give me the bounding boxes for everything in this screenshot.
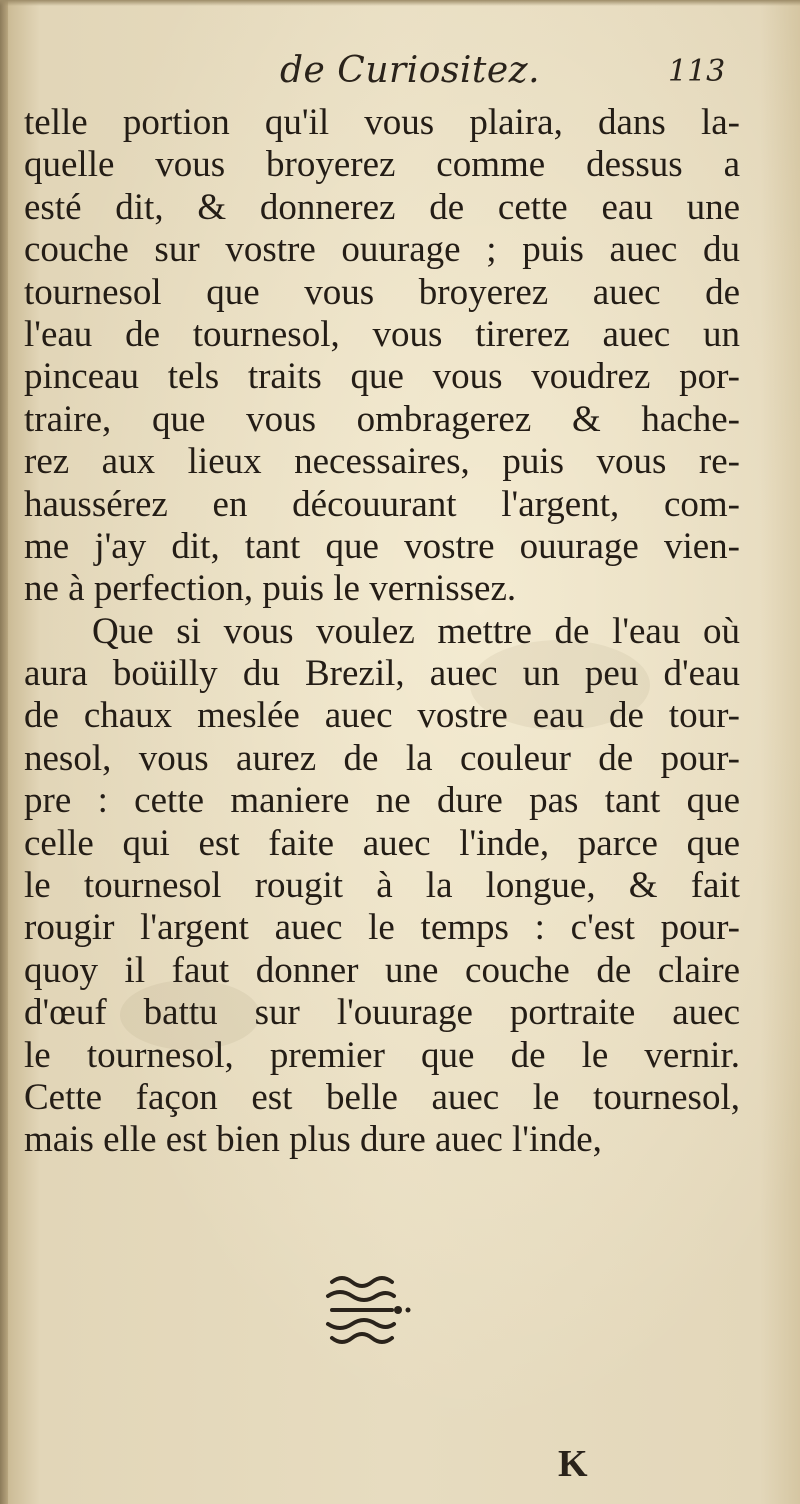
text-line: couche sur vostre ouurage ; puis auec du <box>24 229 740 271</box>
text-line: mais elle est bien plus dure auec l'inde, <box>24 1119 602 1161</box>
text-line: d'œuf battu sur l'ouurage portraite auec <box>24 992 740 1034</box>
text-line: rez aux lieux necessaires, puis vous re- <box>24 441 740 483</box>
fleuron-ornament-icon <box>318 1270 418 1350</box>
text-line: esté dit, & donnerez de cette eau une <box>24 186 740 228</box>
page-number: 113 <box>668 54 726 89</box>
body-text <box>24 102 740 1162</box>
text-line: nesol, vous aurez de la couleur de pour- <box>24 737 740 779</box>
text-line: l'eau de tournesol, vous tirerez auec un <box>24 313 740 355</box>
text-line: rougir l'argent auec le temps : c'est pour- <box>24 907 740 949</box>
text-line: telle portion qu'il vous plaira, dans la- <box>24 102 740 143</box>
text-line: le tournesol, premier que de le vernir. <box>24 1034 740 1076</box>
page-binding-edge <box>0 0 8 1504</box>
text-line: ne à perfection, puis le vernissez. <box>24 568 517 610</box>
text-line: haussérez en découurant l'argent, com- <box>24 483 740 525</box>
text-line: quoy il faut donner une couche de claire <box>24 949 740 991</box>
page-top-edge <box>0 0 800 6</box>
running-title: de Curiositez. <box>280 50 541 91</box>
text-line: de chaux meslée auec vostre eau de tour- <box>24 695 740 737</box>
text-line: Cette façon est belle auec le tournesol, <box>24 1076 740 1118</box>
text-line: pinceau tels traits que vous voudrez por- <box>24 356 740 398</box>
text-line: celle qui est faite auec l'inde, parce que <box>24 822 740 864</box>
text-line: pre : cette maniere ne dure pas tant que <box>24 780 740 822</box>
text-line: Que si vous voulez mettre de l'eau où <box>92 610 740 652</box>
text-line: le tournesol rougit à la longue, & fait <box>24 865 740 907</box>
text-line: tournesol que vous broyerez auec de <box>24 271 740 313</box>
page-header <box>0 50 800 100</box>
signature-mark: K <box>558 1443 588 1485</box>
text-line: aura boüilly du Brezil, auec un peu d'eau <box>24 653 740 695</box>
text-line: traire, que vous ombragerez & hache- <box>24 398 740 440</box>
text-line: quelle vous broyerez comme dessus a <box>24 144 740 186</box>
text-line: me j'ay dit, tant que vostre ouurage vien- <box>24 525 740 567</box>
